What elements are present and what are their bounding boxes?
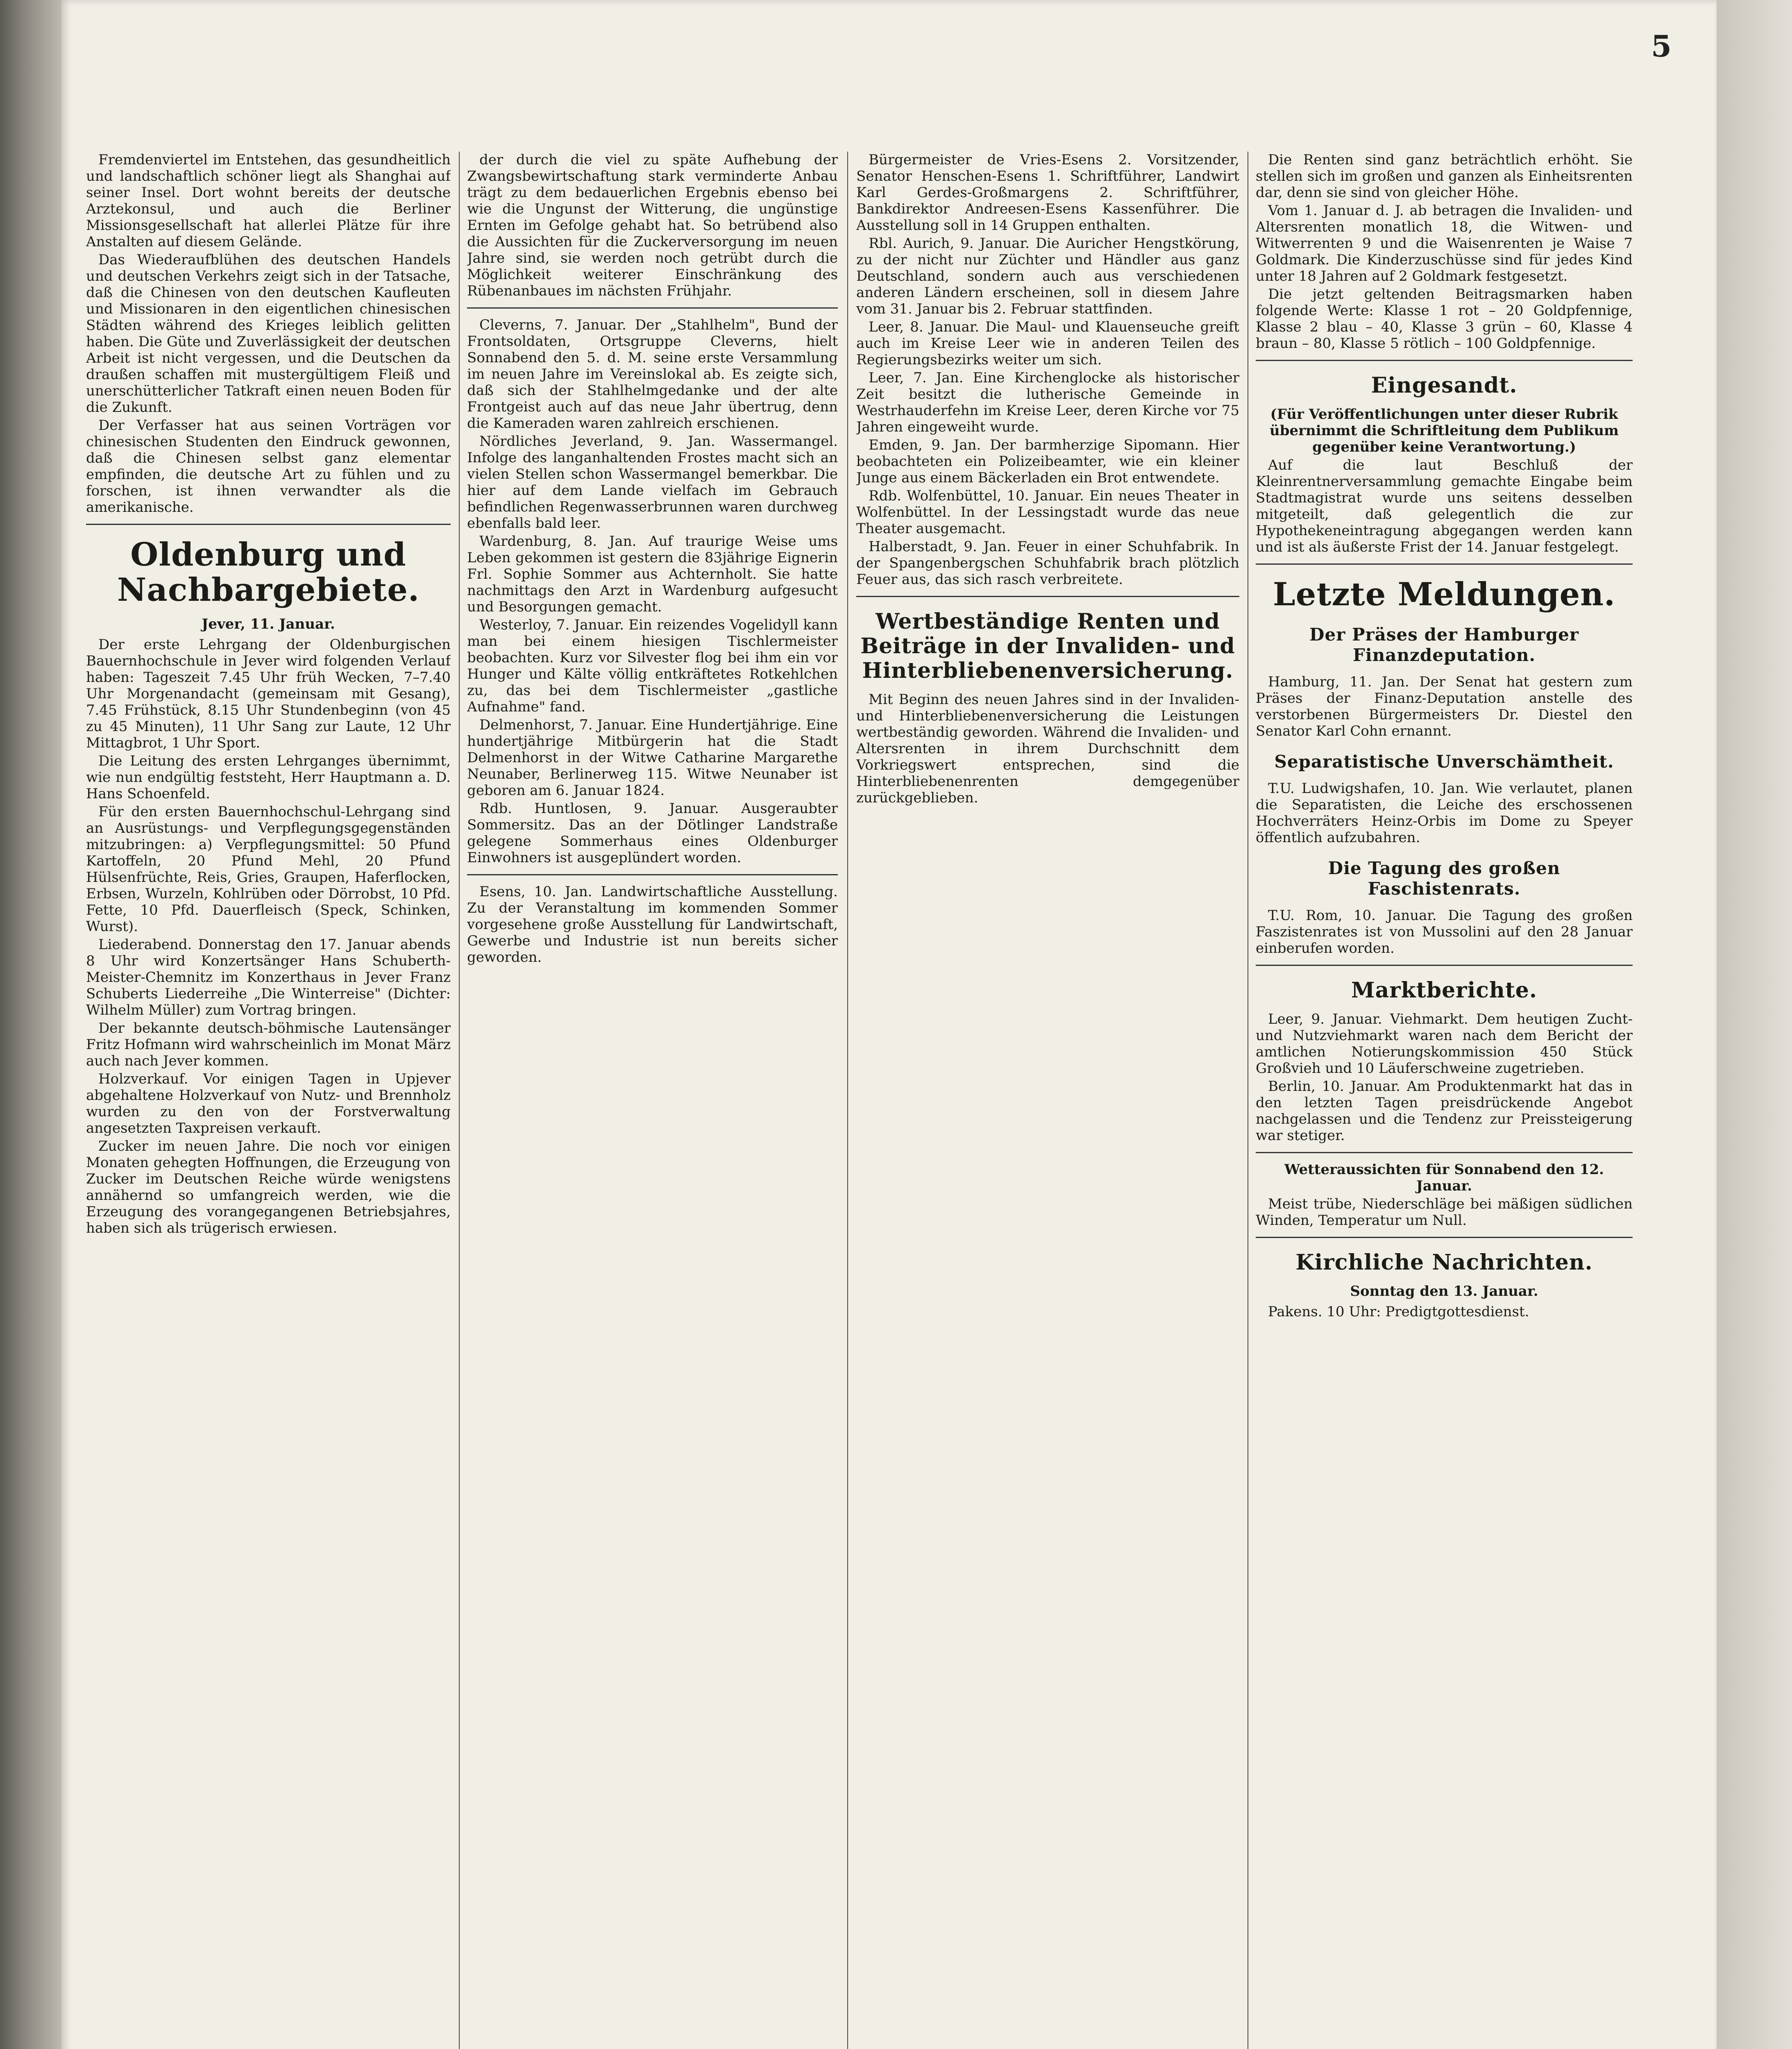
- subheadline: Der Präses der Hamburger Finanzdeputation.: [1309, 625, 1579, 665]
- column-4: [1256, 152, 1633, 2049]
- article-paragraph: Leer, 7. Jan. Eine Kirchenglocke als historischer Zeit besitzt die lutherische Gemeinde in Westrhauderfehn im Kreise Leer, deren Kirche vor 75 Jahren eingeweiht wurde.: [856, 370, 1239, 435]
- section-divider: [467, 874, 838, 875]
- weather-heading: Wetteraussichten für Sonnabend den 12. Januar.: [1284, 1161, 1604, 1194]
- article-paragraph: Berlin, 10. Januar. Am Produktenmarkt hat das in den letzten Tagen preisdrückende Angebot nachgelassen und die Tendenz zur Preissteigerung war stetiger.: [1256, 1078, 1633, 1144]
- article-paragraph: Die Renten sind ganz beträchtlich erhöht. Sie stellen sich im großen und ganzen als Einheitsrenten dar, denn sie sind von gleicher Höhe.: [1256, 152, 1633, 201]
- article-paragraph: Bürgermeister de Vries-Esens 2. Vorsitzender, Senator Henschen-Esens 1. Schriftführer, Landwirt Karl Gerdes-Großmargens 2. Schriftführer, Bankdirektor Andreesen-Esens Kassenführer. Die Ausstellung soll in 14 Gruppen enthalten.: [856, 152, 1239, 234]
- article-paragraph: Die jetzt geltenden Beitragsmarken haben folgende Werte: Klasse 1 rot – 20 Goldpfennige, Klasse 2 blau – 40, Klasse 3 grün – 60, Klasse 4 braun – 80, Klasse 5 rötlich – 100 Goldpfennige.: [1256, 286, 1633, 352]
- article-paragraph: Leer, 8. Januar. Die Maul- und Klauenseuche greift auch im Kreise Leer wie in anderen Teilen des Regierungsbezirks weiter um sich.: [856, 319, 1239, 368]
- article-paragraph: Der erste Lehrgang der Oldenburgischen Bauernhochschule in Jever wird folgenden Verlauf haben: Tageszeit 7.45 Uhr früh Wecken, 7–7.40 Uhr Morgenandacht (gemeinsam mit Gesang), 7.45 Frühstück, 8.15 Uhr Stundenbeginn (von 45 zu 45 Minuten), 11 Uhr Sang zur Laute, 12 Uhr Mittagbrot, 1 Uhr Sport.: [86, 636, 451, 751]
- section-divider: [1256, 563, 1633, 565]
- section-headline-letzte-meldungen: Letzte Meldungen.: [1273, 576, 1616, 613]
- article-paragraph: Rdb. Wolfenbüttel, 10. Januar. Ein neues Theater in Wolfenbüttel. In der Lessingstadt wurde das neue Theater ausgemacht.: [856, 488, 1239, 537]
- adjacent-page-edge: [0, 0, 61, 2049]
- section-divider: [1256, 1152, 1633, 1153]
- article-paragraph: Der bekannte deutsch-böhmische Lautensänger Fritz Hofmann wird wahrscheinlich im Monat März auch nach Jever kommen.: [86, 1020, 451, 1069]
- section-headline-marktberichte: Marktberichte.: [1351, 978, 1537, 1003]
- section-headline-renten: Wertbeständige Renten und Beiträge in der Invaliden- und Hinterbliebenenversicherung.: [860, 609, 1235, 683]
- weather-text: Meist trübe, Niederschläge bei mäßigen südlichen Winden, Temperatur um Null.: [1256, 1196, 1633, 1229]
- article-paragraph: Auf die laut Beschluß der Kleinrentnerversammlung gemachte Eingabe beim Stadtmagistrat wurde uns seitens desselben mitgeteilt, daß gelegentlich die zur Hypothekeneintragung abgegangen werden kann und ist als äußerste Frist der 14. Januar festgelegt.: [1256, 457, 1633, 555]
- page-number: 5: [1651, 29, 1672, 64]
- editorial-note: (Für Veröffentlichungen unter dieser Rubrik übernimmt die Schriftleitung dem Publikum gegenüber keine Verantwortung.): [1269, 406, 1619, 455]
- article-paragraph: Das Wiederaufblühen des deutschen Handels und deutschen Verkehrs zeigt sich in der Tatsache, daß die Chinesen von den deutschen Kaufleuten und Missionaren in den eigentlichen chinesischen Städten während des Krieges leiblich gelitten haben. Die Güte und Zuverlässigkeit der deutschen Arbeit ist nicht vergessen, und die Deutschen da draußen schaffen mit mustergültigem Fleiß und unerschütterlicher Tatkraft einen neuen Boden für die Zukunft.: [86, 252, 451, 416]
- article-paragraph: Vom 1. Januar d. J. ab betragen die Invaliden- und Altersrenten monatlich 18, die Witwen- und Witwerrenten 9 und die Waisenrenten je Waise 7 Goldmark. Die Kinderzuschüsse sind für jedes Kind unter 18 Jahren auf 2 Goldmark festgesetzt.: [1256, 202, 1633, 284]
- article-paragraph: Leer, 9. Januar. Viehmarkt. Dem heutigen Zucht- und Nutzviehmarkt waren nach dem Bericht der amtlichen Notierungskommission 450 Stück Großvieh und 10 Läuferschweine zugetrieben.: [1256, 1011, 1633, 1077]
- article-paragraph: Esens, 10. Jan. Landwirtschaftliche Ausstellung. Zu der Veranstaltung im kommenden Sommer vorgesehene große Ausstellung für Landwirtschaft, Gewerbe und Industrie ist nun bereits sicher geworden.: [467, 884, 838, 965]
- article-paragraph: Rbl. Aurich, 9. Januar. Die Auricher Hengstkörung, zu der nicht nur Züchter und Händler aus ganz Deutschland, sondern auch aus verschiedenen anderen Ländern erscheinen, soll in diesem Jahre vom 31. Januar bis 2. Februar stattfinden.: [856, 235, 1239, 317]
- column-rule: [847, 152, 848, 2049]
- church-date: Sonntag den 13. Januar.: [1350, 1283, 1538, 1299]
- section-divider: [1256, 965, 1633, 966]
- article-paragraph: Zucker im neuen Jahre. Die noch vor einigen Monaten gehegten Hoffnungen, die Erzeugung von Zucker im Deutschen Reiche würde wenigstens annähernd so umfangreich werden, wie die Erzeugung des vorangegangenen Betriebsjahres, haben sich als trügerisch erwiesen.: [86, 1138, 451, 1236]
- church-text: Pakens. 10 Uhr: Predigtgottesdienst.: [1268, 1304, 1529, 1320]
- subheadline: Separatistische Unverschämtheit.: [1274, 752, 1614, 772]
- article-paragraph: Nördliches Jeverland, 9. Jan. Wassermangel. Infolge des langanhaltenden Frostes macht sich an vielen Stellen schon Wassermangel bemerkbar. Die hier auf dem Lande vielfach im Gebrauch befindlichen Regenwasserbrunnen waren durchweg ebenfalls bald leer.: [467, 433, 838, 532]
- article-paragraph: der durch die viel zu späte Aufhebung der Zwangsbewirtschaftung stark verminderte Anbau trägt zu dem bedauerlichen Ergebnis ebenso bei wie die Ungunst der Witterung, die ungünstige Ernten im Gefolge gehabt hat. So betrübend also die Aussichten für die Zuckerversorgung im neuen Jahre sind, sie werden noch getrübt durch die Möglichkeit weiterer Einschränkung des Rübenanbaues im nächsten Frühjahr.: [467, 152, 838, 299]
- column-2: [467, 152, 838, 2049]
- section-divider: [86, 524, 451, 525]
- section-divider: [1256, 1237, 1633, 1238]
- section-headline-oldenburg: Oldenburg und Nachbargebiete.: [117, 536, 420, 609]
- article-paragraph: Holzverkauf. Vor einigen Tagen in Upjever abgehaltene Holzverkauf von Nutz- und Brennholz wurden zu den von der Forstverwaltung angesetzten Taxpreisen verkauft.: [86, 1071, 451, 1136]
- page-margin-edge: [1717, 0, 1792, 2049]
- article-paragraph: T.U. Ludwigshafen, 10. Jan. Wie verlautet, planen die Separatisten, die Leiche des erschossenen Hochverräters Heinz-Orbis im Dome zu Speyer öffentlich aufzubahren.: [1256, 780, 1633, 846]
- article-paragraph: Wardenburg, 8. Jan. Auf traurige Weise ums Leben gekommen ist gestern die 83jährige Eignerin Frl. Sophie Sommer aus Achternholt. Sie hatte nachmittags den Arzt in Wardenburg aufgesucht und Besorgungen gemacht.: [467, 533, 838, 615]
- article-paragraph: T.U. Rom, 10. Januar. Die Tagung des großen Faszistenrates ist von Mussolini auf den 28 Januar einberufen worden.: [1256, 907, 1633, 956]
- article-paragraph: Cleverns, 7. Januar. Der „Stahlhelm", Bund der Frontsoldaten, Ortsgruppe Cleverns, hielt Sonnabend den 5. d. M. seine erste Versammlung im neuen Jahre im Vereinslokal ab. Es zeigte sich, daß sich der Stahlhelmgedanke und der alte Frontgeist auch auf das neue Jahr übertrug, denn die Kameraden waren zahlreich erschienen.: [467, 317, 838, 432]
- article-paragraph: Westerloy, 7. Januar. Ein reizendes Vogelidyll kann man bei einem hiesigen Tischlermeister beobachten. Kurz vor Silvester flog bei ihm ein vor Hunger und Kälte völlig entkräftetes Rotkehlchen zu, das bei dem Tischlermeister „gastliche Aufnahme" fand.: [467, 617, 838, 715]
- article-paragraph: Für den ersten Bauernhochschul-Lehrgang sind an Ausrüstungs- und Verpflegungsgegenständen mitzubringen: a) Verpflegungsmittel: 50 Pfund Kartoffeln, 20 Pfund Mehl, 20 Pfund Hülsenfrüchte, Reis, Gries, Graupen, Haferflocken, Erbsen, Wurzeln, Kohlrüben oder Dörrobst, 10 Pfd. Fette, 10 Pfd. Dauerfleisch (Speck, Schinken, Wurst).: [86, 804, 451, 935]
- section-divider: [1256, 360, 1633, 361]
- column-1: [86, 152, 451, 2049]
- section-divider: [467, 307, 838, 309]
- subheadline: Die Tagung des großen Faschistenrats.: [1328, 858, 1561, 899]
- column-3: [856, 152, 1239, 2049]
- article-paragraph: Halberstadt, 9. Jan. Feuer in einer Schuhfabrik. In der Spangenbergschen Schuhfabrik brach plötzlich Feuer aus, das sich rasch verbreitete.: [856, 538, 1239, 588]
- article-paragraph: Fremdenviertel im Entstehen, das gesundheitlich und landschaftlich schöner liegt als Shanghai auf seiner Insel. Dort wohnt bereits der deutsche Arztekonsul, und auch die Berliner Missionsgesellschaft hat allerlei Plätze für ihre Anstalten auf diesem Gelände.: [86, 152, 451, 250]
- section-divider: [856, 596, 1239, 597]
- article-paragraph: Emden, 9. Jan. Der barmherzige Sipomann. Hier beobachteten ein Polizeibeamter, wie ein kleiner Junge aus einem Bäckerladen ein Brot entwendete.: [856, 437, 1239, 486]
- article-paragraph: Liederabend. Donnerstag den 17. Januar abends 8 Uhr wird Konzertsänger Hans Schuberth-Meister-Chemnitz im Konzerthaus in Jever Franz Schuberts Liederreihe „Die Winterreise" (Dichter: Wilhelm Müller) zum Vortrag bringen.: [86, 936, 451, 1018]
- section-headline-kirchliche: Kirchliche Nachrichten.: [1295, 1250, 1593, 1275]
- section-headline-eingesandt: Eingesandt.: [1371, 373, 1518, 398]
- article-paragraph: Delmenhorst, 7. Januar. Eine Hundertjährige. Eine hundertjährige Mitbürgerin hat die Stadt Delmenhorst in der Witwe Catharine Margarethe Neunaber, Berlinerweg 115. Witwe Neunaber ist geboren am 6. Januar 1824.: [467, 717, 838, 799]
- dateline: Jever, 11. Januar.: [202, 616, 335, 632]
- article-paragraph: Rdb. Huntlosen, 9. Januar. Ausgeraubter Sommersitz. Das an der Dötlinger Landstraße gelegene Sommerhaus eines Oldenburger Einwohners ist ausgeplündert worden.: [467, 800, 838, 866]
- article-paragraph: Der Verfasser hat aus seinen Vorträgen vor chinesischen Studenten den Eindruck gewonnen, daß die Chinesen selbst ganz elementar empfinden, die deutsche Art zu fühlen und zu forschen, ist ihnen verwandter als die amerikanische.: [86, 417, 451, 516]
- column-rule: [459, 152, 460, 2049]
- article-paragraph: Die Leitung des ersten Lehrganges übernimmt, wie nun endgültig feststeht, Herr Hauptmann a. D. Hans Schoenfeld.: [86, 753, 451, 802]
- article-paragraph: Mit Beginn des neuen Jahres sind in der Invaliden- und Hinterbliebenenversicherung die Leistungen wertbeständig geworden. Während die Invaliden- und Altersrenten in ihrem Durchschnitt dem Vorkriegswert entsprechen, sind die Hinterbliebenenrenten demgegenüber zurückgeblieben.: [856, 691, 1239, 806]
- article-paragraph: Hamburg, 11. Jan. Der Senat hat gestern zum Präses der Finanz-Deputation anstelle des verstorbenen Bürgermeisters Dr. Diestel den Senator Karl Cohn ernannt.: [1256, 674, 1633, 739]
